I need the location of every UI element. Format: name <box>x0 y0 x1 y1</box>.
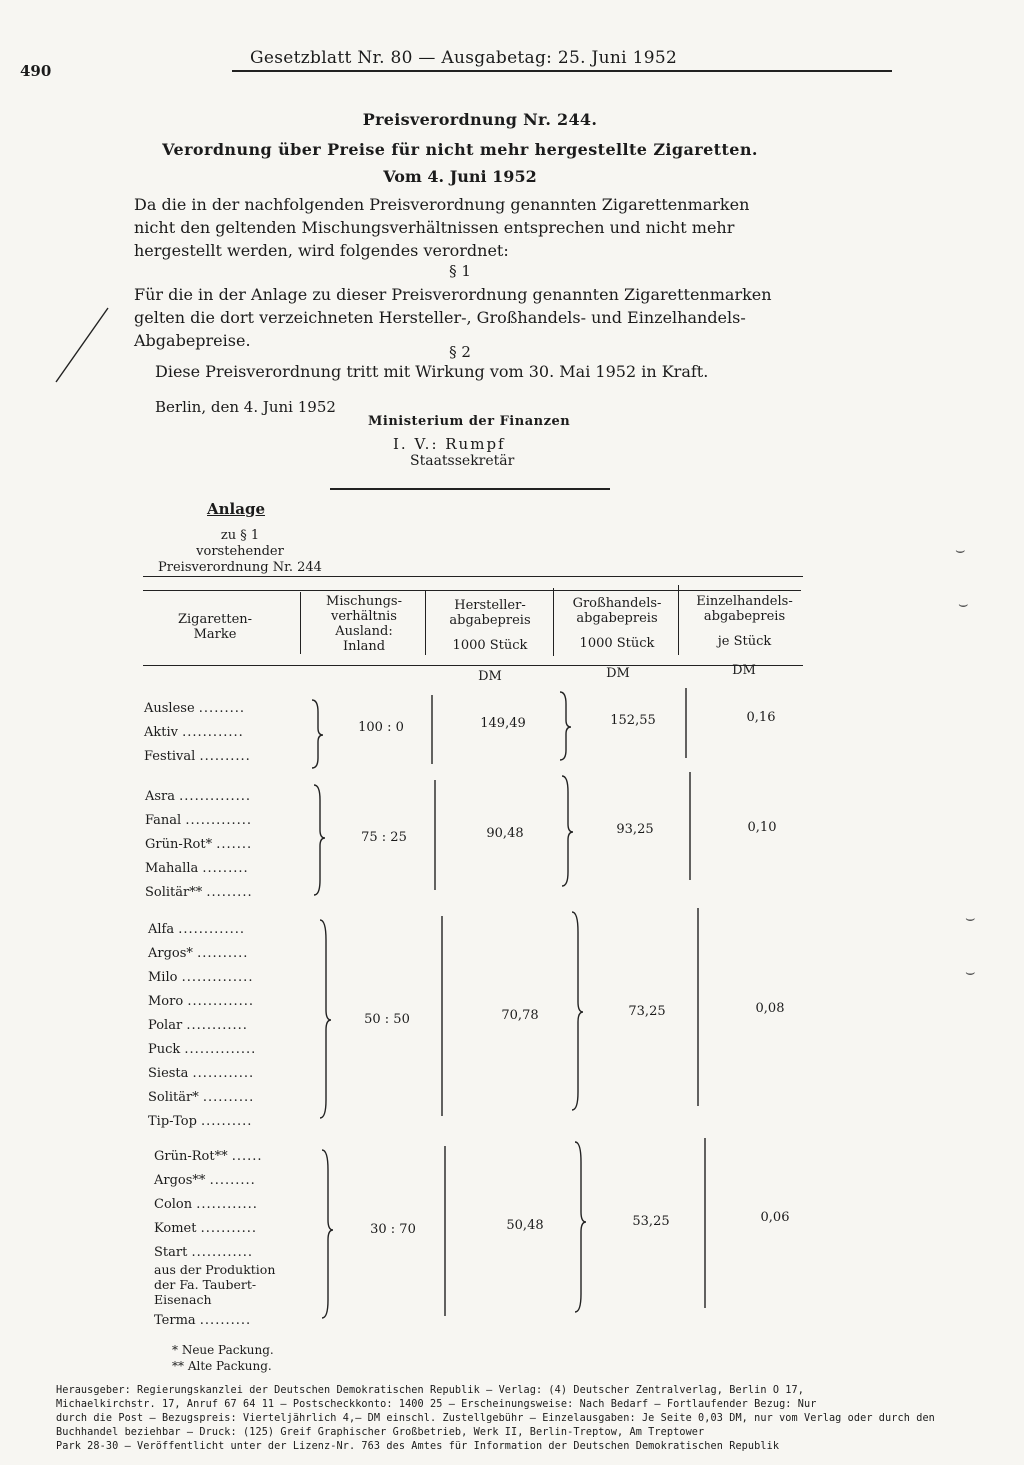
list-item: Mahalla ......... <box>145 861 249 876</box>
header-line: je Stück <box>717 634 772 649</box>
brand-list <box>148 918 256 1134</box>
header-line: abgabepreis <box>703 609 786 624</box>
column-divider <box>678 585 679 655</box>
header-brand <box>160 612 270 642</box>
list-item: Grün-Rot** ...... <box>154 1149 263 1164</box>
header-producer-price <box>430 598 550 653</box>
list-item: Komet ........... <box>154 1221 258 1236</box>
header-line: abgabepreis <box>449 613 531 628</box>
table-top-rule <box>143 576 803 577</box>
list-item: Siesta ............ <box>148 1066 255 1081</box>
footnotes <box>172 1342 274 1374</box>
producer-price: 50,48 <box>506 1218 544 1233</box>
ratio-value: 50 : 50 <box>364 1012 410 1027</box>
wholesale-price: 73,25 <box>628 1004 666 1019</box>
intro-paragraph: Da die in der nachfolgenden Preisverordnung genannten Zigarettenmarken nicht den geltenden Mischungsverhältnissen entsprechen und nicht mehr hergestellt werden, wird folgendes verordnet: <box>134 195 750 260</box>
list-item: Colon ............ <box>154 1197 258 1212</box>
annex-sub-line: Preisverordnung Nr. 244 <box>158 560 322 575</box>
decree-date: Vom 4. Juni 1952 <box>383 167 537 186</box>
table-header-rule <box>143 665 803 666</box>
annex-sub-line: zu § 1 <box>220 528 260 543</box>
list-item: Alfa ............. <box>148 922 245 937</box>
margin-pen-stroke <box>50 300 150 390</box>
currency-wholesale: DM <box>606 666 630 681</box>
retail-price: 0,10 <box>747 820 777 835</box>
section-2-text: Diese Preisverordnung tritt mit Wirkung vom 30. Mai 1952 in Kraft. <box>155 362 709 381</box>
column-divider <box>553 588 554 656</box>
list-item: Fanal ............. <box>145 813 253 828</box>
table-mid-rule <box>143 590 801 591</box>
list-item: Puck .............. <box>148 1042 257 1057</box>
list-item: Solitär* .......... <box>148 1090 255 1105</box>
column-divider <box>300 592 301 654</box>
retail-price: 0,16 <box>746 710 776 725</box>
page-number: 490 <box>20 62 52 80</box>
header-retail-price <box>682 594 807 649</box>
list-item: Grün-Rot* ....... <box>145 837 253 852</box>
retail-price: 0,08 <box>755 1001 785 1016</box>
margin-mark: ⌣ <box>958 594 969 613</box>
ministry-name: Ministerium der Finanzen <box>368 414 571 429</box>
ratio-value: 75 : 25 <box>361 830 407 845</box>
margin-mark: ⌣ <box>965 908 976 927</box>
header-line: abgabepreis <box>576 611 658 626</box>
currency-retail: DM <box>732 663 756 678</box>
list-item: Polar ............ <box>148 1018 248 1033</box>
signer-title: Staatssekretär <box>410 453 515 469</box>
section-2-sign: § 2 <box>449 343 471 361</box>
running-head: Gesetzblatt Nr. 80 — Ausgabetag: 25. Juni 1952 <box>250 48 678 68</box>
header-line: Ausland: <box>335 624 393 639</box>
list-item: Asra .............. <box>145 789 252 804</box>
footnote-new-pack: * Neue Packung. <box>172 1343 274 1357</box>
decree-title: Preisverordnung Nr. 244. <box>362 110 598 129</box>
footnote-old-pack: ** Alte Packung. <box>172 1359 272 1373</box>
margin-mark: ⌣ <box>955 540 966 559</box>
list-item: Argos** ......... <box>154 1173 256 1188</box>
note-line: aus der Produktion <box>154 1262 276 1277</box>
imprint <box>56 1384 936 1454</box>
group-braces <box>290 680 720 1330</box>
brand-list <box>154 1145 275 1333</box>
header-line: 1000 Stück <box>452 638 528 653</box>
imprint-line: Herausgeber: Regierungskanzlei der Deutschen Demokratischen Republik — Verlag: (4) Deutscher Zentralverlag, Berlin O 17, <box>56 1385 805 1396</box>
header-line: verhältnis <box>331 609 397 624</box>
header-line: Marke <box>193 627 237 642</box>
currency-producer: DM <box>478 669 502 684</box>
signature-rule <box>330 488 610 490</box>
column-divider <box>425 590 426 655</box>
list-item: Terma .......... <box>154 1313 252 1328</box>
header-rule <box>232 70 892 72</box>
list-item: Milo .............. <box>148 970 254 985</box>
header-line: Mischungs- <box>326 594 402 609</box>
note-line: der Fa. Taubert- <box>154 1277 257 1292</box>
note-line: Eisenach <box>154 1292 212 1307</box>
header-line: 1000 Stück <box>579 636 655 651</box>
dateline: Berlin, den 4. Juni 1952 <box>155 398 336 416</box>
header-line: Hersteller- <box>454 598 526 613</box>
list-item: Moro ............. <box>148 994 255 1009</box>
header-wholesale-price <box>557 596 677 651</box>
header-line: Einzelhandels- <box>696 594 793 609</box>
ratio-value: 100 : 0 <box>358 720 404 735</box>
retail-price: 0,06 <box>760 1210 790 1225</box>
wholesale-price: 53,25 <box>632 1214 670 1229</box>
signer: I. V.: Rumpf <box>393 435 506 453</box>
producer-price: 70,78 <box>501 1008 539 1023</box>
list-item: Aktiv ............ <box>144 725 244 740</box>
margin-mark: ⌣ <box>965 962 976 981</box>
list-item: Auslese ......... <box>144 701 245 716</box>
brand-list <box>144 697 251 769</box>
producer-price: 149,49 <box>480 716 526 731</box>
imprint-line: durch die Post — Bezugspreis: Vierteljährlich 4,— DM einschl. Zustellgebühr — Einzelausgaben: Je Seite 0,03 DM, nur vom Verlag oder durch den Buchhandel beziehbar — Druck: (125) Greif Graphischer Großbetrieb, Werk II, Berlin-Treptow, Am Treptower <box>56 1413 935 1438</box>
wholesale-price: 152,55 <box>610 713 656 728</box>
imprint-line: Park 28-30 — Veröffentlicht unter der Lizenz-Nr. 763 des Amtes für Information der Deutschen Demokratischen Republik <box>56 1441 780 1452</box>
header-line: Inland <box>342 639 386 654</box>
header-line: Zigaretten- <box>177 612 253 627</box>
header-line: Großhandels- <box>572 596 662 611</box>
annex-sub-line: vorstehender <box>196 544 284 559</box>
section-1-text: Für die in der Anlage zu dieser Preisverordnung genannten Zigarettenmarken gelten die dort verzeichneten Hersteller-, Großhandels- und Einzelhandels-Abgabepreise. <box>134 285 772 350</box>
list-item: Tip-Top .......... <box>148 1114 253 1129</box>
list-item: Argos* .......... <box>148 946 249 961</box>
start-production-note <box>154 1262 275 1307</box>
list-item: Solitär** ......... <box>145 885 253 900</box>
list-item: Festival .......... <box>144 749 251 764</box>
wholesale-price: 93,25 <box>616 822 654 837</box>
annex-subtitle <box>140 528 340 576</box>
imprint-line: Michaelkirchstr. 17, Anruf 67 64 11 — Postscheckkonto: 1400 25 — Erscheinungsweise: Nach Bedarf — Fortlaufender Bezug: Nur <box>56 1399 817 1410</box>
annex-heading: Anlage <box>207 500 265 518</box>
ratio-value: 30 : 70 <box>370 1222 416 1237</box>
producer-price: 90,48 <box>486 826 524 841</box>
header-mix-ratio <box>305 594 423 654</box>
list-item: Start ............ <box>154 1245 254 1260</box>
section-1-sign: § 1 <box>449 262 471 280</box>
decree-subtitle: Verordnung über Preise für nicht mehr hergestellte Zigaretten. <box>162 140 758 159</box>
brand-list <box>145 785 253 905</box>
